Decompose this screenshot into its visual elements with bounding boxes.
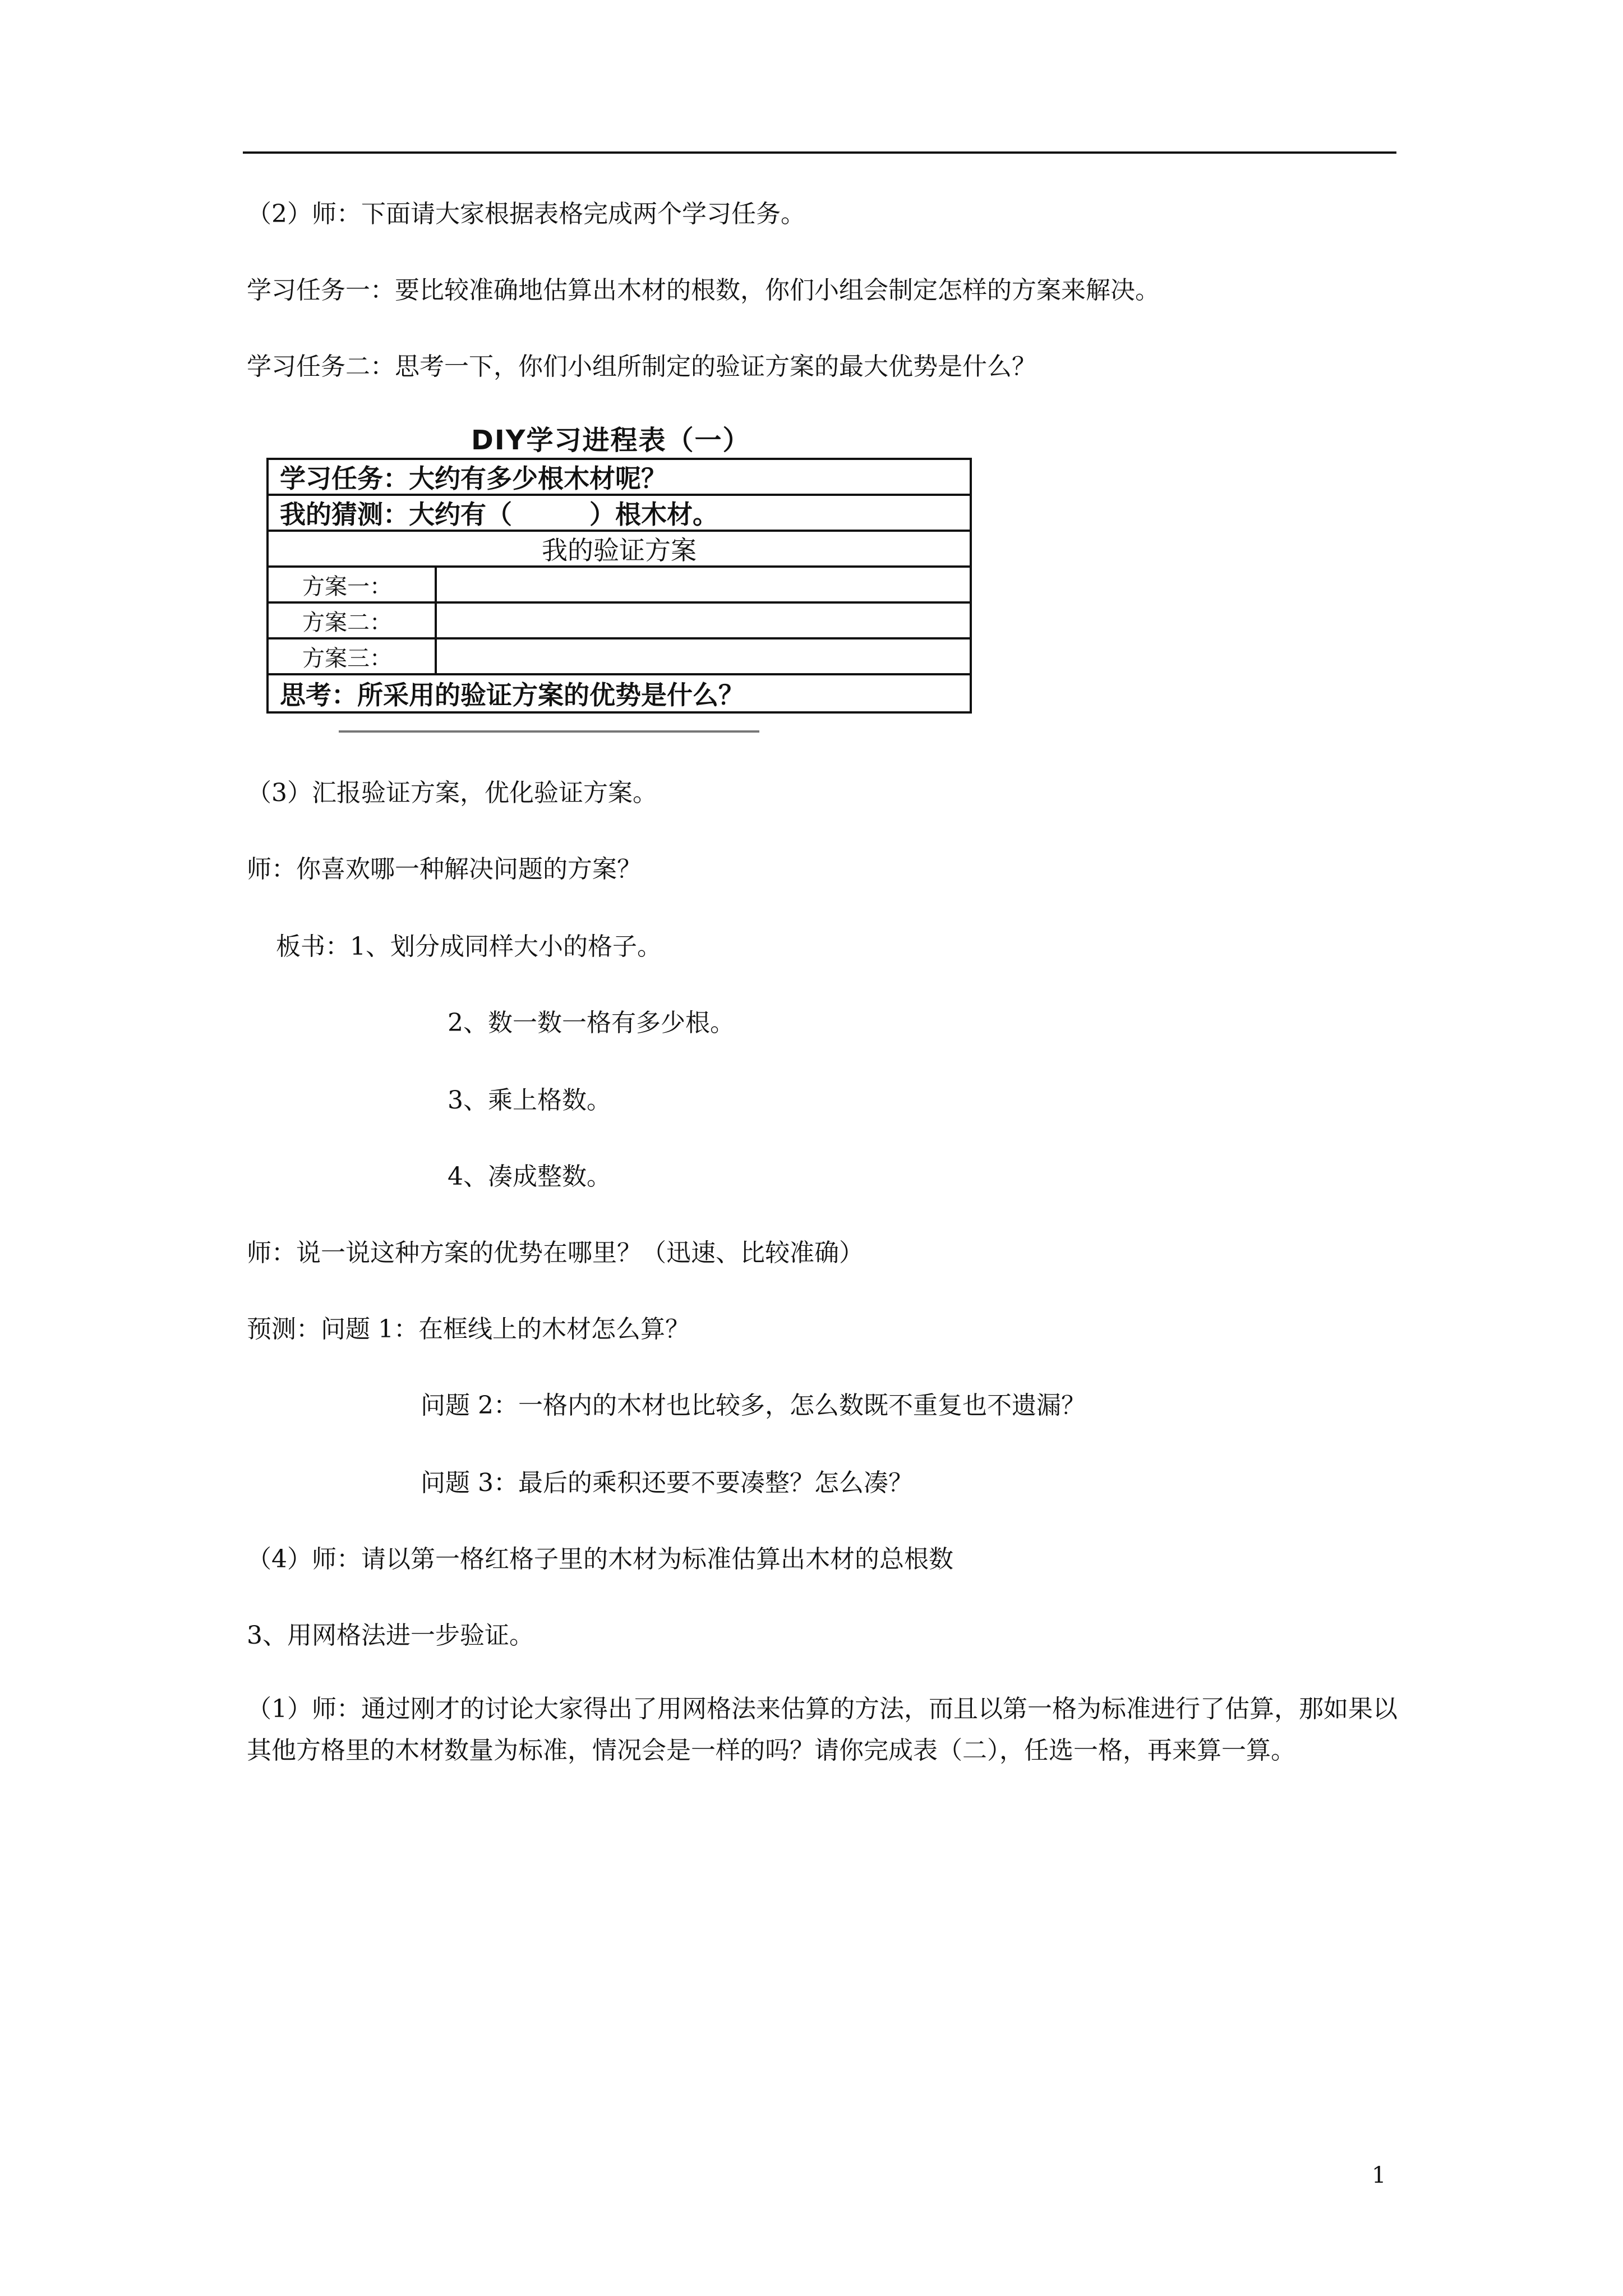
- plan-label: 方案一：: [269, 568, 437, 601]
- plan-label: 方案三：: [269, 639, 437, 673]
- plan-cell: [437, 639, 970, 673]
- table-title: DIY学习进程表（一）: [471, 425, 751, 456]
- page-number: 1: [1372, 2162, 1386, 2188]
- table-row-header: [269, 532, 970, 568]
- paragraph-predict-3: 问题 3：最后的乘积还要不要凑整？怎么凑？: [421, 1469, 913, 1497]
- paragraph-task-two: 学习任务二：思考一下，你们小组所制定的验证方案的最大优势是什么？: [247, 352, 1036, 381]
- paragraph-grid-method: 3、用网格法进一步验证。: [247, 1621, 534, 1650]
- table-row-plan: [269, 639, 970, 675]
- paragraph-predict-1: 预测：问题 1：在框线上的木材怎么算？: [247, 1315, 690, 1343]
- table-header-text: 我的验证方案: [542, 535, 697, 565]
- header-rule: [243, 151, 1396, 154]
- diy-progress-table: [266, 458, 972, 714]
- paragraph-question: 师：你喜欢哪一种解决问题的方案？: [247, 855, 642, 884]
- paragraph-board-1: 板书：1、划分成同样大小的格子。: [276, 932, 662, 961]
- paragraph-report: （3）汇报验证方案，优化验证方案。: [247, 779, 657, 807]
- paragraph-advantage: 师：说一说这种方案的优势在哪里？（迅速、比较准确）: [247, 1239, 864, 1267]
- table-row-think: [269, 675, 970, 711]
- plan-cell: [437, 568, 970, 601]
- plan-cell: [437, 604, 970, 637]
- paragraph-board-4: 4、凑成整数。: [448, 1162, 611, 1191]
- table-cropped-edge: [269, 727, 970, 739]
- paragraph-task-one: 学习任务一：要比较准确地估算出木材的根数，你们小组会制定怎样的方案来解决。: [247, 276, 1160, 305]
- table-row-plan: [269, 604, 970, 639]
- paragraph-board-2: 2、数一数一格有多少根。: [448, 1009, 735, 1037]
- plan-label: 方案二：: [269, 604, 437, 637]
- table-row-plan: [269, 568, 970, 604]
- paragraph-task-intro: （2）师：下面请大家根据表格完成两个学习任务。: [247, 200, 805, 228]
- table-row-guess: [269, 496, 970, 532]
- paragraph-board-3: 3、乘上格数。: [448, 1086, 611, 1115]
- table-think-text: 思考：所采用的验证方案的优势是什么？: [280, 680, 744, 710]
- table-guess-text: 我的猜测：大约有（ ）根木材。: [280, 499, 718, 530]
- table-task-text: 学习任务：大约有多少根木材呢？: [280, 463, 667, 494]
- paragraph-predict-2: 问题 2：一格内的木材也比较多，怎么数既不重复也不遗漏？: [421, 1391, 1086, 1420]
- table-row-task: [269, 460, 970, 496]
- paragraph-grid-discussion: （1）师：通过刚才的讨论大家得出了用网格法来估算的方法，而且以第一格为标准进行了估算，那如果以其他方格里的木材数量为标准，情况会是一样的吗？请你完成表（二），任选一格，再来算一算。: [247, 1695, 1398, 1765]
- paragraph-estimate: （4）师：请以第一格红格子里的木材为标准估算出木材的总根数: [247, 1545, 953, 1573]
